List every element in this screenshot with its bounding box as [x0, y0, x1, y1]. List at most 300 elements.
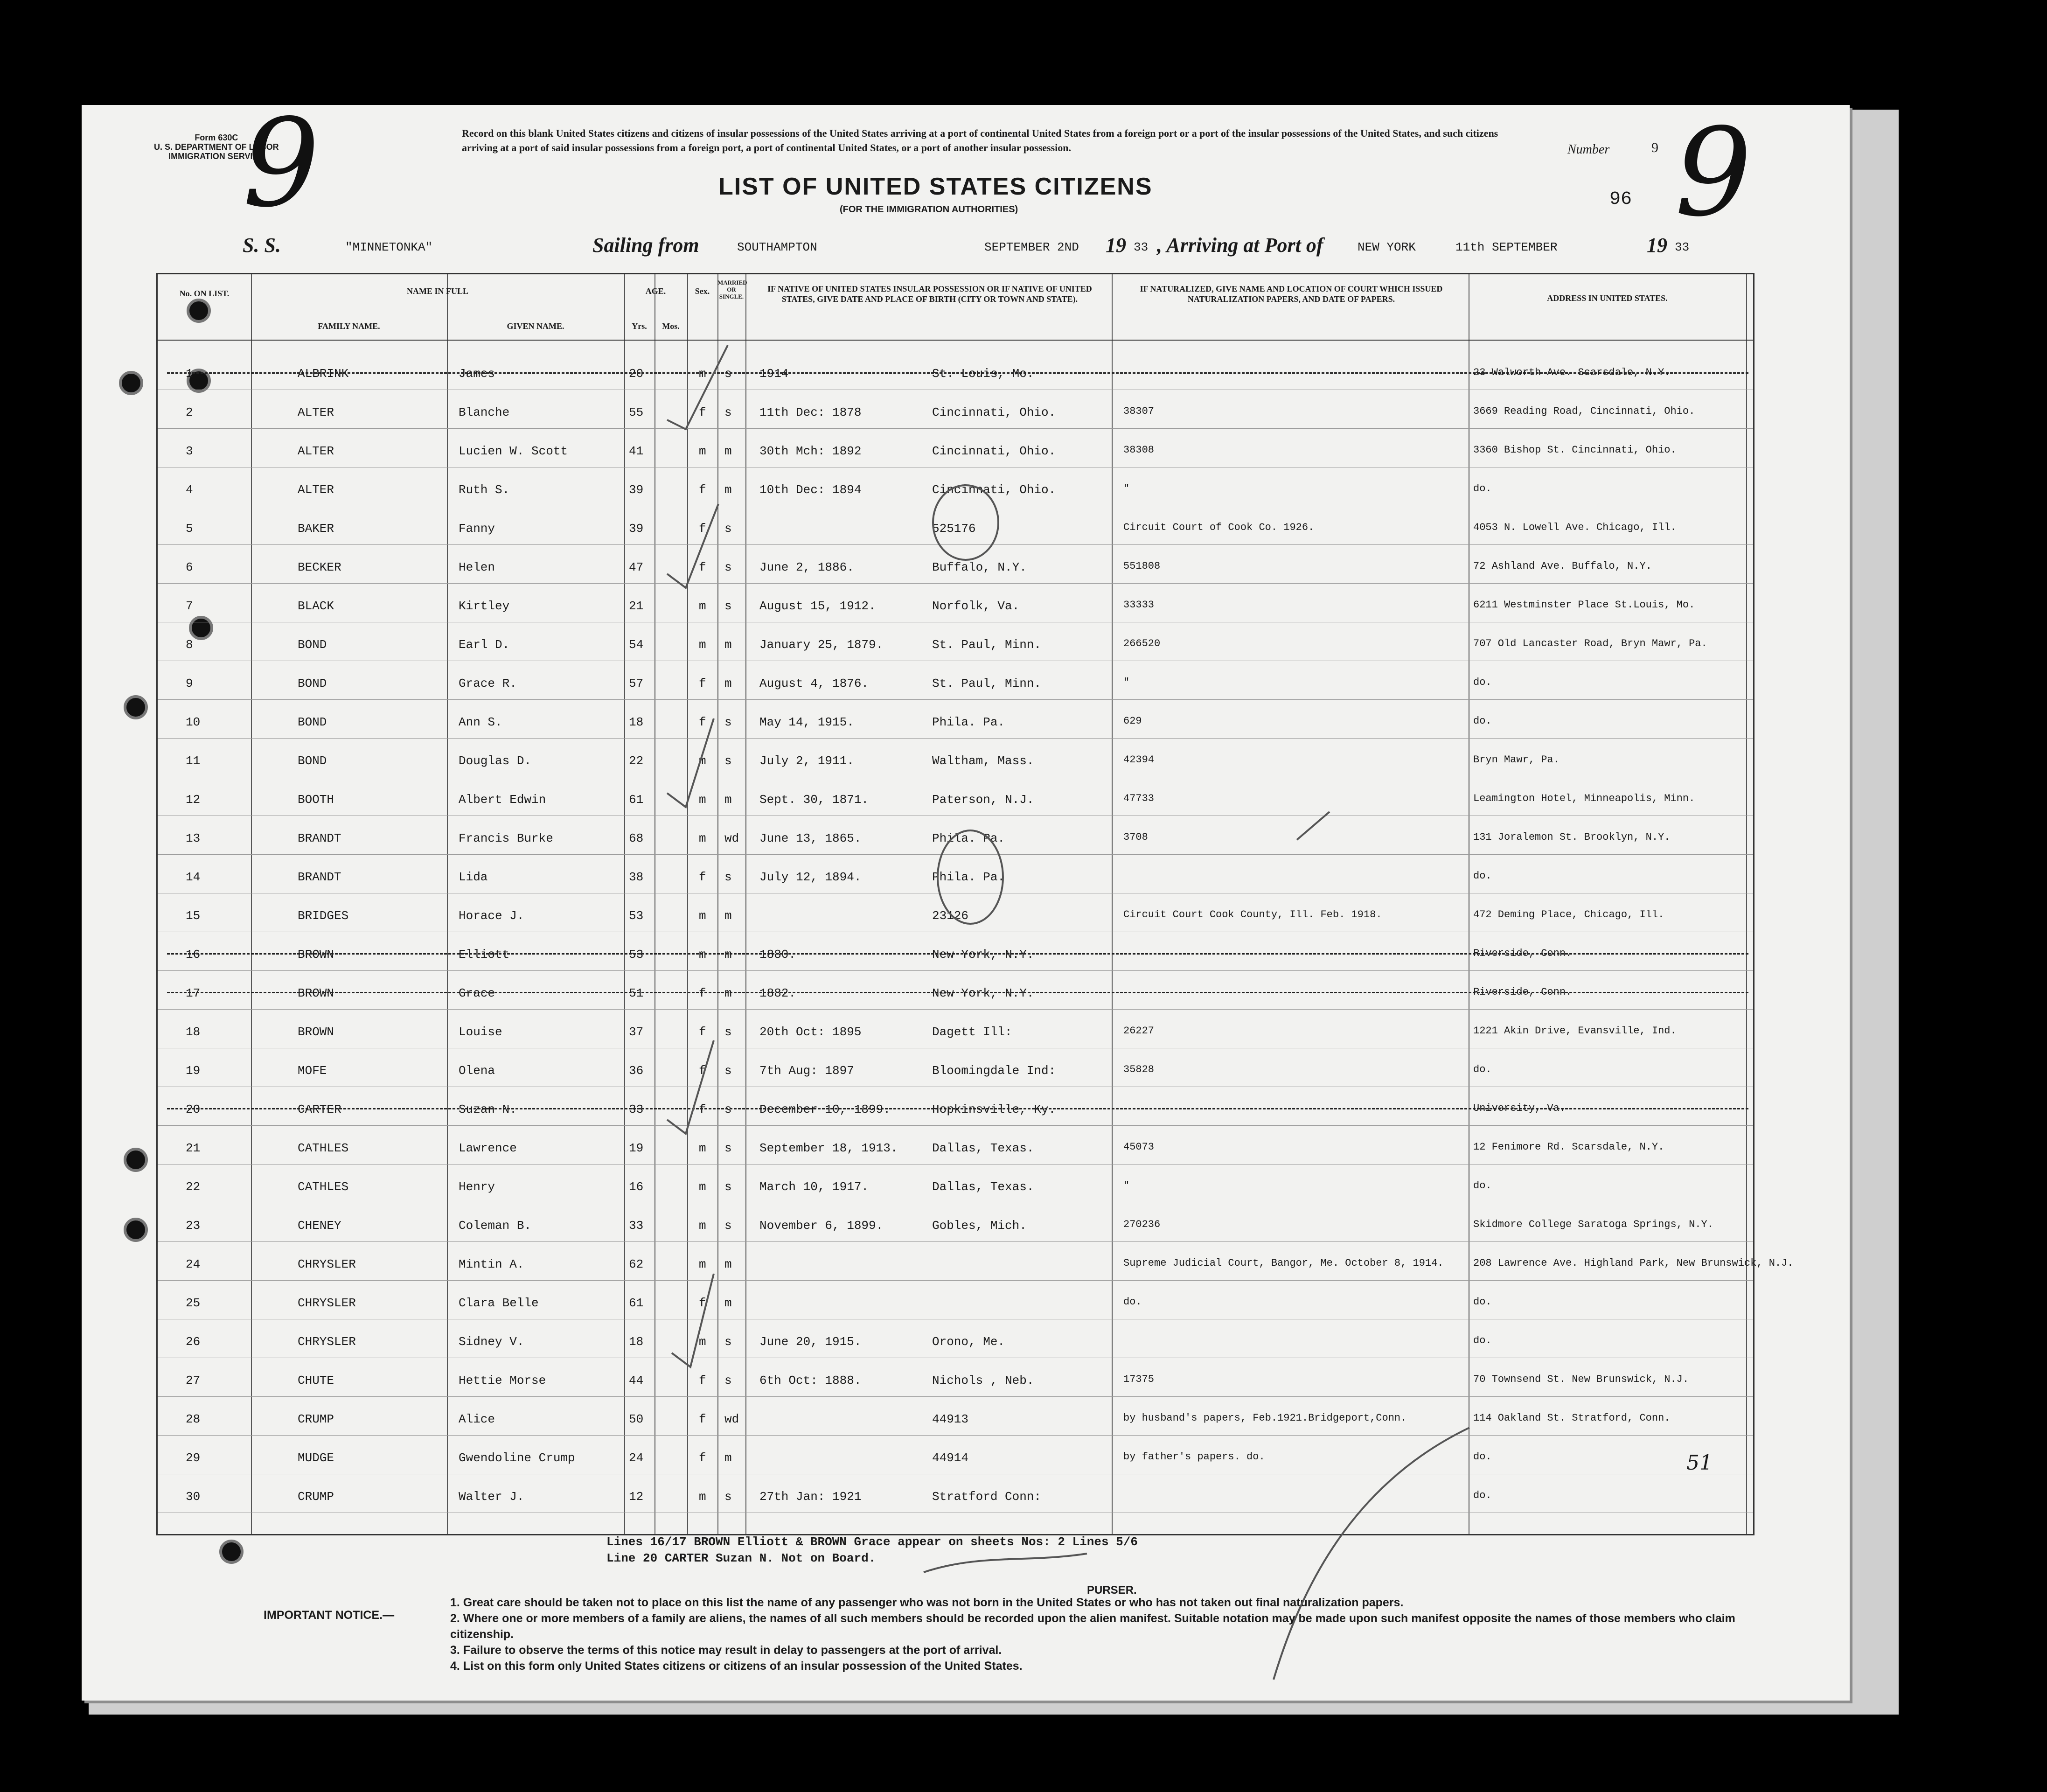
cell-yrs: 61	[629, 793, 644, 807]
cell-birth-date: July 2, 1911.	[759, 754, 854, 768]
cell-family: CHRYSLER	[298, 1335, 356, 1349]
cell-birth-date: 1882.	[759, 986, 796, 1000]
cell-address: 4053 N. Lowell Ave. Chicago, Ill.	[1473, 522, 1677, 533]
cell-family: BRANDT	[298, 870, 341, 884]
cell-no: 12	[186, 793, 201, 807]
cell-given: Ann S.	[459, 715, 502, 729]
cell-family: CATHLES	[298, 1180, 349, 1194]
cell-address: 3360 Bishop St. Cincinnati, Ohio.	[1473, 444, 1677, 456]
cell-birth-place: Dallas, Texas.	[932, 1180, 1034, 1194]
page-title: LIST OF UNITED STATES CITIZENS	[718, 173, 1153, 200]
header-no: No. ON LIST.	[179, 289, 230, 298]
cell-address: 12 Fenimore Rd. Scarsdale, N.Y.	[1473, 1141, 1664, 1153]
cell-ms: s	[724, 1064, 732, 1078]
cell-ms: wd	[724, 831, 739, 845]
header-birth: IF NATIVE OF UNITED STATES INSULAR POSSESSION OR IF NATIVE OF UNITED STATES, GIVE DATE AND PLACE OF BIRTH (CITY OR TOWN AND STATE).	[767, 284, 1092, 304]
sheet-stamp: 96	[1609, 189, 1632, 210]
cell-yrs: 39	[629, 522, 644, 536]
ss-label: S. S.	[243, 234, 281, 257]
cell-nat: 551808	[1123, 560, 1161, 572]
cell-sex: m	[699, 599, 706, 613]
cell-nat: Circuit Court of Cook Co. 1926.	[1123, 522, 1315, 533]
cell-birth-place: Phila. Pa.	[932, 831, 1005, 845]
cell-ms: m	[724, 1451, 732, 1465]
cell-yrs: 53	[629, 909, 644, 923]
cell-sex: f	[699, 405, 706, 419]
cell-birth-date: June 2, 1886.	[759, 560, 854, 574]
cell-yrs: 21	[629, 599, 644, 613]
cell-birth-date: July 12, 1894.	[759, 870, 862, 884]
cell-family: ALTER	[298, 405, 334, 419]
cell-family: BRANDT	[298, 831, 341, 845]
cell-birth-place: Phila. Pa.	[932, 870, 1005, 884]
cell-address: 208 Lawrence Ave. Highland Park, New Brunswick, N.J.	[1473, 1257, 1794, 1269]
cell-sex: f	[699, 870, 706, 884]
cell-birth-place: Orono, Me.	[932, 1335, 1005, 1349]
number-label: Number	[1567, 142, 1610, 157]
cell-birth-place: Cincinnati, Ohio.	[932, 405, 1056, 419]
cell-nat: 42394	[1123, 754, 1155, 766]
cell-family: BAKER	[298, 522, 334, 536]
cell-birth-place: 44913	[932, 1412, 969, 1426]
cell-family: BOND	[298, 638, 327, 652]
cell-no: 5	[186, 522, 193, 536]
cell-sex: f	[699, 1412, 706, 1426]
cell-nat: by husband's papers, Feb.1921.Bridgeport,Conn.	[1123, 1412, 1407, 1424]
cell-birth-place: 23126	[932, 909, 969, 923]
cell-ms: s	[724, 1219, 732, 1233]
cell-nat: 45073	[1123, 1141, 1155, 1153]
cell-no: 17	[186, 986, 201, 1000]
cell-no: 4	[186, 483, 193, 497]
cell-ms: m	[724, 676, 732, 690]
cell-sex: f	[699, 1451, 706, 1465]
cell-sex: m	[699, 1490, 706, 1504]
cell-family: BRIDGES	[298, 909, 349, 923]
cell-address: 72 Ashland Ave. Buffalo, N.Y.	[1473, 560, 1652, 572]
cell-no: 8	[186, 638, 193, 652]
cell-nat: 38308	[1123, 444, 1155, 456]
cell-ms: m	[724, 1296, 732, 1310]
cell-no: 15	[186, 909, 201, 923]
cell-family: BROWN	[298, 986, 334, 1000]
cell-given: Sidney V.	[459, 1335, 524, 1349]
cell-sex: f	[699, 1025, 706, 1039]
cell-birth-place: Cincinnati, Ohio.	[932, 444, 1056, 458]
cell-birth-date: 1914	[759, 367, 789, 381]
cell-birth-date: August 15, 1912.	[759, 599, 876, 613]
cell-yrs: 33	[629, 1219, 644, 1233]
cell-yrs: 53	[629, 948, 644, 962]
cell-birth-place: New York, N.Y.	[932, 948, 1034, 962]
corner-mark-right: 9	[1675, 103, 1752, 244]
from-port: SOUTHAMPTON	[737, 240, 817, 254]
cell-birth-place: Waltham, Mass.	[932, 754, 1034, 768]
cell-birth-date: 27th Jan: 1921	[759, 1490, 862, 1504]
cell-given: Elliott	[459, 948, 510, 962]
cell-given: Grace R.	[459, 676, 517, 690]
cell-ms: s	[724, 599, 732, 613]
cell-nat: Supreme Judicial Court, Bangor, Me. October 8, 1914.	[1123, 1257, 1444, 1269]
important-label: IMPORTANT NOTICE.—	[264, 1609, 395, 1622]
cell-given: Douglas D.	[459, 754, 532, 768]
cell-sex: m	[699, 793, 706, 807]
cell-birth-place: St. Paul, Minn.	[932, 676, 1042, 690]
cell-given: Albert Edwin	[459, 793, 546, 807]
cell-given: Horace J.	[459, 909, 524, 923]
cell-ms: wd	[724, 1412, 739, 1426]
cell-family: ALBRINK	[298, 367, 349, 381]
cell-ms: m	[724, 986, 732, 1000]
cell-yrs: 24	[629, 1451, 644, 1465]
cell-birth-date: 11th Dec: 1878	[759, 405, 862, 419]
cell-no: 28	[186, 1412, 201, 1426]
cell-address: do.	[1473, 1296, 1492, 1308]
cell-given: Suzan N.	[459, 1102, 517, 1116]
cell-family: CHENEY	[298, 1219, 341, 1233]
cell-sex: m	[699, 1180, 706, 1194]
cell-given: Walter J.	[459, 1490, 524, 1504]
cell-sex: m	[699, 1257, 706, 1271]
cell-no: 13	[186, 831, 201, 845]
cell-no: 2	[186, 405, 193, 419]
cell-family: CHRYSLER	[298, 1296, 356, 1310]
cell-birth-date: Sept. 30, 1871.	[759, 793, 869, 807]
notice-item: 2. Where one or more members of a family are aliens, the names of all such members should be recorded upon the alien manifest. Suitable notation may be made upon such manifest opposite the names of those members who claim citizenship.	[450, 1612, 1735, 1641]
cell-family: ALTER	[298, 444, 334, 458]
cell-given: James	[459, 367, 495, 381]
cell-address: 131 Joralemon St. Brooklyn, N.Y.	[1473, 831, 1671, 843]
cell-birth-place: Buffalo, N.Y.	[932, 560, 1027, 574]
cell-given: Henry	[459, 1180, 495, 1194]
header-mos: Mos.	[662, 321, 680, 331]
page-subtitle: (FOR THE IMMIGRATION AUTHORITIES)	[840, 204, 1018, 215]
cell-sex: f	[699, 715, 706, 729]
cell-no: 30	[186, 1490, 201, 1504]
cell-sex: m	[699, 444, 706, 458]
cell-nat: 35828	[1123, 1064, 1155, 1075]
cell-given: Helen	[459, 560, 495, 574]
cell-ms: s	[724, 1335, 732, 1349]
arriving-label: , Arriving at Port of	[1157, 234, 1323, 257]
cell-nat: 3708	[1123, 831, 1148, 843]
cell-birth-place: Bloomingdale Ind:	[932, 1064, 1056, 1078]
header-yrs: Yrs.	[632, 321, 647, 331]
cell-ms: s	[724, 1025, 732, 1039]
top-notice: Record on this blank United States citizens and citizens of insular possessions of the United States arriving at a port of continental United States from a foreign port or a port of the insular possessions of the United States, and such citizens arriving at a port of said insular possessions from a foreign port, a port of continental United States, or a port of another insular possession.	[462, 127, 1498, 153]
cell-given: Lida	[459, 870, 488, 884]
cell-family: BECKER	[298, 560, 341, 574]
cell-nat: 629	[1123, 715, 1142, 727]
cell-ms: m	[724, 1257, 732, 1271]
cell-family: CATHLES	[298, 1141, 349, 1155]
cell-family: ALTER	[298, 483, 334, 497]
cell-address: Riverside, Conn.	[1473, 986, 1572, 998]
cell-birth-date: 10th Dec: 1894	[759, 483, 862, 497]
header-address: ADDRESS IN UNITED STATES.	[1547, 293, 1668, 303]
cell-no: 26	[186, 1335, 201, 1349]
cell-address: Bryn Mawr, Pa.	[1473, 754, 1560, 766]
header-married: MARRIED OR SINGLE.	[717, 279, 747, 300]
cell-ms: s	[724, 522, 732, 536]
cell-no: 11	[186, 754, 201, 768]
cell-yrs: 18	[629, 1335, 644, 1349]
notice-item: 1. Great care should be taken not to place on this list the name of any passenger who was not born in the United States or who has not taken out final naturalization papers.	[450, 1596, 1404, 1609]
cell-no: 21	[186, 1141, 201, 1155]
cell-no: 10	[186, 715, 201, 729]
cell-no: 9	[186, 676, 193, 690]
cell-yrs: 47	[629, 560, 644, 574]
cell-nat: "	[1123, 1180, 1130, 1192]
cell-nat: "	[1123, 483, 1130, 495]
purser-label: PURSER.	[1087, 1584, 1137, 1597]
cell-nat: "	[1123, 676, 1130, 688]
cell-given: Lucien W. Scott	[459, 444, 568, 458]
cell-yrs: 38	[629, 870, 644, 884]
cell-ms: s	[724, 1102, 732, 1116]
cell-yrs: 33	[629, 1102, 644, 1116]
cell-given: Francis Burke	[459, 831, 553, 845]
cell-yrs: 39	[629, 483, 644, 497]
cell-nat: by father's papers. do.	[1123, 1451, 1265, 1463]
cell-ms: s	[724, 715, 732, 729]
cell-ms: s	[724, 1180, 732, 1194]
cell-yrs: 61	[629, 1296, 644, 1310]
cell-address: Skidmore College Saratoga Springs, N.Y.	[1473, 1219, 1713, 1230]
cell-nat: 47733	[1123, 793, 1155, 804]
cell-yrs: 12	[629, 1490, 644, 1504]
cell-given: Gwendoline Crump	[459, 1451, 575, 1465]
cell-address: do.	[1473, 1490, 1492, 1501]
cell-no: 6	[186, 560, 193, 574]
cell-sex: m	[699, 1141, 706, 1155]
cell-given: Olena	[459, 1064, 495, 1078]
cell-family: CARTER	[298, 1102, 341, 1116]
cell-given: Louise	[459, 1025, 502, 1039]
cell-birth-date: 7th Aug: 1897	[759, 1064, 854, 1078]
cell-birth-date: August 4, 1876.	[759, 676, 869, 690]
cell-address: Riverside, Conn.	[1473, 948, 1572, 959]
cell-no: 20	[186, 1102, 201, 1116]
cell-birth-place: New York, N.Y.	[932, 986, 1034, 1000]
cell-birth-place: St. Louis, Mo.	[932, 367, 1034, 381]
ship-name: "MINNETONKA"	[345, 240, 433, 254]
cell-address: do.	[1473, 676, 1492, 688]
cell-yrs: 68	[629, 831, 644, 845]
cell-given: Alice	[459, 1412, 495, 1426]
cell-yrs: 22	[629, 754, 644, 768]
cell-birth-date: 30th Mch: 1892	[759, 444, 862, 458]
cell-sex: m	[699, 948, 706, 962]
cell-family: BROWN	[298, 1025, 334, 1039]
cell-birth-date: January 25, 1879.	[759, 638, 884, 652]
sail-year: 33	[1134, 240, 1149, 254]
cell-yrs: 20	[629, 367, 644, 381]
cell-nat: 26227	[1123, 1025, 1155, 1037]
cell-yrs: 36	[629, 1064, 644, 1078]
cell-address: Leamington Hotel, Minneapolis, Minn.	[1473, 793, 1695, 804]
cell-nat: 38307	[1123, 405, 1155, 417]
sail-date: SEPTEMBER 2ND	[984, 240, 1079, 254]
header-name-in-full: NAME IN FULL	[406, 286, 468, 296]
cell-ms: s	[724, 560, 732, 574]
cell-birth-date: 6th Oct: 1888.	[759, 1374, 862, 1388]
cell-sex: m	[699, 831, 706, 845]
cell-yrs: 16	[629, 1180, 644, 1194]
header-sex: Sex.	[695, 286, 710, 296]
cell-sex: f	[699, 1374, 706, 1388]
cell-family: BLACK	[298, 599, 334, 613]
cell-yrs: 54	[629, 638, 644, 652]
cell-given: Clara Belle	[459, 1296, 539, 1310]
cell-yrs: 51	[629, 986, 644, 1000]
cell-given: Blanche	[459, 405, 510, 419]
cell-sex: m	[699, 638, 706, 652]
cell-birth-date: December 10, 1899.	[759, 1102, 891, 1116]
cell-no: 19	[186, 1064, 201, 1078]
cell-sex: m	[699, 367, 706, 381]
cell-family: CRUMP	[298, 1490, 334, 1504]
cell-nat: 266520	[1123, 638, 1161, 649]
cell-no: 14	[186, 870, 201, 884]
cell-yrs: 44	[629, 1374, 644, 1388]
cell-birth-place: St. Paul, Minn.	[932, 638, 1042, 652]
cell-birth-place: Paterson, N.J.	[932, 793, 1034, 807]
cell-address: do.	[1473, 1064, 1492, 1075]
cell-birth-place: Cincinnati, Ohio.	[932, 483, 1056, 497]
cell-sex: m	[699, 909, 706, 923]
cell-ms: s	[724, 1141, 732, 1155]
cell-no: 29	[186, 1451, 201, 1465]
cell-birth-place: Gobles, Mich.	[932, 1219, 1027, 1233]
cell-birth-date: June 20, 1915.	[759, 1335, 862, 1349]
cell-no: 22	[186, 1180, 201, 1194]
page-number: 51	[1686, 1451, 1713, 1475]
sailing-label: Sailing from	[592, 234, 699, 257]
cell-ms: s	[724, 1374, 732, 1388]
footer-note-1: Lines 16/17 BROWN Elliott & BROWN Grace appear on sheets Nos: 2 Lines 5/6	[606, 1535, 1138, 1549]
cell-ms: m	[724, 793, 732, 807]
arrival-port: NEW YORK	[1358, 240, 1416, 254]
cell-family: BROWN	[298, 948, 334, 962]
cell-birth-place: Phila. Pa.	[932, 715, 1005, 729]
cell-ms: s	[724, 1490, 732, 1504]
cell-no: 1	[186, 367, 193, 381]
cell-address: do.	[1473, 1335, 1492, 1346]
notice-item: 4. List on this form only United States citizens or citizens of an insular possession of the United States.	[450, 1660, 1023, 1673]
cell-family: CHUTE	[298, 1374, 334, 1388]
cell-nat: 17375	[1123, 1374, 1155, 1385]
cell-sex: f	[699, 1296, 706, 1310]
cell-yrs: 37	[629, 1025, 644, 1039]
arrival-year: 33	[1675, 240, 1690, 254]
cell-no: 23	[186, 1219, 201, 1233]
cell-family: BOND	[298, 754, 327, 768]
cell-address: 70 Townsend St. New Brunswick, N.J.	[1473, 1374, 1689, 1385]
cell-yrs: 18	[629, 715, 644, 729]
cell-no: 27	[186, 1374, 201, 1388]
cell-given: Kirtley	[459, 599, 510, 613]
cell-birth-date: November 6, 1899.	[759, 1219, 884, 1233]
cell-birth-date: September 18, 1913.	[759, 1141, 898, 1155]
cell-no: 25	[186, 1296, 201, 1310]
cell-address: 472 Deming Place, Chicago, Ill.	[1473, 909, 1664, 920]
cell-address: do.	[1473, 1180, 1492, 1192]
cell-family: CRUMP	[298, 1412, 334, 1426]
cell-nat: Circuit Court Cook County, Ill. Feb. 1918.	[1123, 909, 1382, 920]
cell-given: Coleman B.	[459, 1219, 532, 1233]
cell-address: 6211 Westminster Place St.Louis, Mo.	[1473, 599, 1695, 611]
cell-address: 707 Old Lancaster Road, Bryn Mawr, Pa.	[1473, 638, 1707, 649]
header-naturalized: IF NATURALIZED, GIVE NAME AND LOCATION OF COURT WHICH ISSUED NATURALIZATION PAPERS, AND DATE OF PAPERS.	[1140, 284, 1443, 304]
corner-mark-left: 9	[243, 93, 320, 234]
cell-family: MOFE	[298, 1064, 327, 1078]
cell-yrs: 41	[629, 444, 644, 458]
cell-ms: s	[724, 754, 732, 768]
cell-sex: m	[699, 1335, 706, 1349]
cell-sex: f	[699, 1102, 706, 1116]
year-prefix: 19	[1106, 234, 1126, 257]
header-family-name: FAMILY NAME.	[318, 321, 380, 331]
cell-ms: s	[724, 367, 732, 381]
year-prefix: 19	[1647, 234, 1667, 257]
footer-note-2: Line 20 CARTER Suzan N. Not on Board.	[606, 1551, 876, 1565]
cell-no: 7	[186, 599, 193, 613]
cell-address: do.	[1473, 870, 1492, 882]
cell-sex: f	[699, 986, 706, 1000]
cell-birth-date: 1880.	[759, 948, 796, 962]
cell-birth-date: May 14, 1915.	[759, 715, 854, 729]
cell-yrs: 55	[629, 405, 644, 419]
cell-family: CHRYSLER	[298, 1257, 356, 1271]
cell-address: 114 Oakland St. Stratford, Conn.	[1473, 1412, 1671, 1424]
cell-birth-place: 525176	[932, 522, 976, 536]
cell-family: BOND	[298, 676, 327, 690]
cell-birth-place: Dagett Ill:	[932, 1025, 1012, 1039]
cell-birth-place: Dallas, Texas.	[932, 1141, 1034, 1155]
cell-birth-place: Stratford Conn:	[932, 1490, 1042, 1504]
cell-address: University, Va.	[1473, 1102, 1566, 1114]
cell-yrs: 19	[629, 1141, 644, 1155]
cell-no: 3	[186, 444, 193, 458]
cell-address: do.	[1473, 483, 1492, 495]
cell-ms: m	[724, 909, 732, 923]
arrival-date: 11th SEPTEMBER	[1455, 240, 1558, 254]
header-given-name: GIVEN NAME.	[507, 321, 564, 331]
cell-nat: 33333	[1123, 599, 1155, 611]
cell-yrs: 50	[629, 1412, 644, 1426]
cell-birth-place: 44914	[932, 1451, 969, 1465]
cell-given: Fanny	[459, 522, 495, 536]
cell-ms: m	[724, 948, 732, 962]
cell-sex: m	[699, 754, 706, 768]
cell-given: Lawrence	[459, 1141, 517, 1155]
cell-given: Grace	[459, 986, 495, 1000]
cell-no: 18	[186, 1025, 201, 1039]
cell-nat: do.	[1123, 1296, 1142, 1308]
cell-address: do.	[1473, 1451, 1492, 1463]
cell-no: 16	[186, 948, 201, 962]
cell-given: Ruth S.	[459, 483, 510, 497]
cell-yrs: 62	[629, 1257, 644, 1271]
cell-given: Earl D.	[459, 638, 510, 652]
cell-sex: f	[699, 560, 706, 574]
cell-family: MUDGE	[298, 1451, 334, 1465]
cell-ms: s	[724, 405, 732, 419]
cell-sex: f	[699, 483, 706, 497]
cell-given: Mintin A.	[459, 1257, 524, 1271]
form-id: Form 630C U. S. DEPARTMENT OF LABOR IMMIGRATION SERVICE	[154, 133, 279, 161]
